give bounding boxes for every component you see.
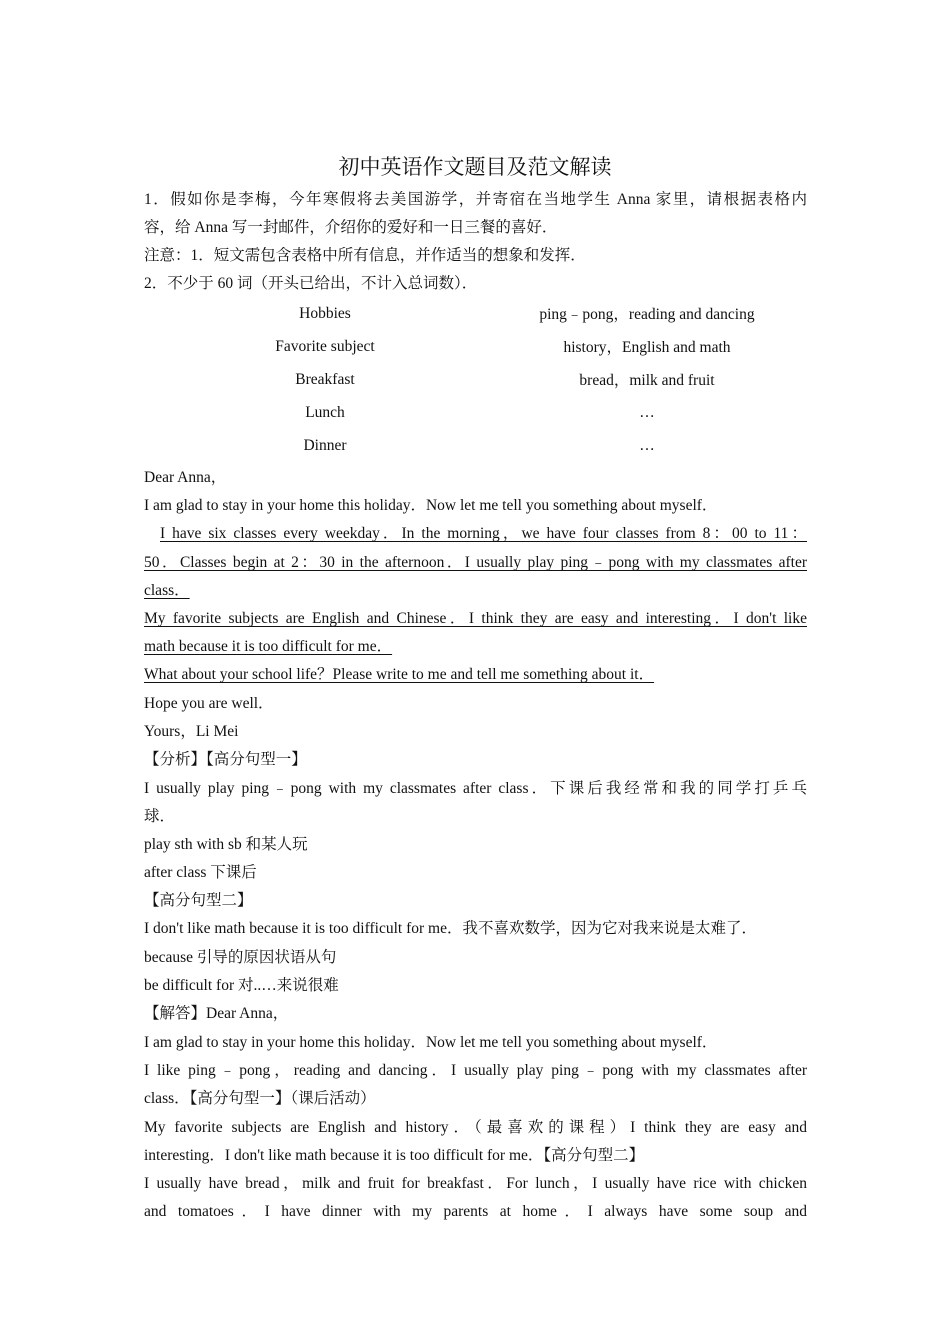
answer-line-3b: interesting．I don't like math because it is too difficult for me．【高分句型二】 [144,1147,645,1164]
sample-paragraph-1: I am glad to stay in your home this holiday．Now let me tell you something about myself． [144,497,718,514]
question-line-1: 1．假如你是李梅，今年寒假将去美国游学，并寄宿在当地学生 Anna 家里，请根据表格内 [144,191,807,208]
sample-signature: Yours，Li Mei [144,723,239,740]
answer-heading: 【解答】Dear Anna， [144,1005,289,1022]
table-label-dinner: Dinner [303,437,347,454]
page-title: 初中英语作文题目及范文解读 [338,155,612,179]
table-value-hobbies: ping﹣pong，reading and dancing [539,306,755,323]
answer-line-3a: My favorite subjects are English and history．（最喜欢的课程）I think they are easy and [144,1119,807,1136]
sample-paragraph-3-line-2: math because it is too difficult for me． [144,638,393,655]
sample-paragraph-2-line-1: I have six classes every weekday．In the morning，we have four classes from 8：00 to 11： [160,525,807,542]
sample-closing: Hope you are well． [144,695,274,712]
table-label-lunch: Lunch [305,404,345,421]
answer-line-2a: I like ping﹣pong，reading and dancing．I usually play ping﹣pong with my classmates after [144,1062,807,1079]
table-value-dinner: … [639,437,655,454]
analysis-sentence-1-line-1: I usually play ping﹣pong with my classmates after class．下课后我经常和我的同学打乒乓 [144,780,807,797]
table-label-breakfast: Breakfast [295,371,355,388]
sample-paragraph-2-line-2: 50．Classes begin at 2：30 in the afternoon．I usually play ping﹣pong with my classmates after [144,554,807,571]
analysis-heading: 【分析】【高分句型一】 [144,751,307,768]
answer-line-2b: class．【高分句型一】（课后活动） [144,1090,376,1107]
analysis-phrase-1: play sth with sb 和某人玩 [144,836,308,853]
analysis-heading-2: 【高分句型二】 [144,892,253,909]
analysis-phrase-3: because 引导的原因状语从句 [144,949,337,966]
analysis-sentence-2: I don't like math because it is too difficult for me．我不喜欢数学，因为它对我来说是太难了． [144,920,757,937]
sample-paragraph-3-line-1: My favorite subjects are English and Chinese．I think they are easy and interesting．I don't like [144,610,807,627]
question-line-2: 容，给 Anna 写一封邮件，介绍你的爱好和一日三餐的喜好． [144,219,558,236]
sample-paragraph-2-line-3: class． [144,582,190,599]
analysis-phrase-4: be difficult for 对..…来说很难 [144,977,339,994]
analysis-sentence-1-line-2: 球． [144,808,176,825]
sample-greeting: Dear Anna， [144,469,227,486]
analysis-phrase-2: after class 下课后 [144,864,257,881]
question-note-1: 注意：1．短文需包含表格中所有信息，并作适当的想象和发挥． [144,247,586,264]
answer-line-4b: and tomatoes．I have dinner with my parents at home．I always have some soup and [144,1203,807,1220]
answer-line-1: I am glad to stay in your home this holiday．Now let me tell you something about myself． [144,1034,718,1051]
question-note-2: 2．不少于 60 词（开头已给出，不计入总词数）． [144,275,478,292]
answer-line-4a: I usually have bread，milk and fruit for breakfast．For lunch，I usually have rice with chicken [144,1175,807,1192]
table-label-favorite-subject: Favorite subject [275,338,375,355]
table-label-hobbies: Hobbies [299,305,351,322]
sample-paragraph-4: What about your school life？Please write to me and tell me something about it． [144,666,655,683]
table-value-breakfast: bread，milk and fruit [579,372,715,389]
table-value-favorite-subject: history，English and math [563,339,731,356]
table-value-lunch: … [639,404,655,421]
